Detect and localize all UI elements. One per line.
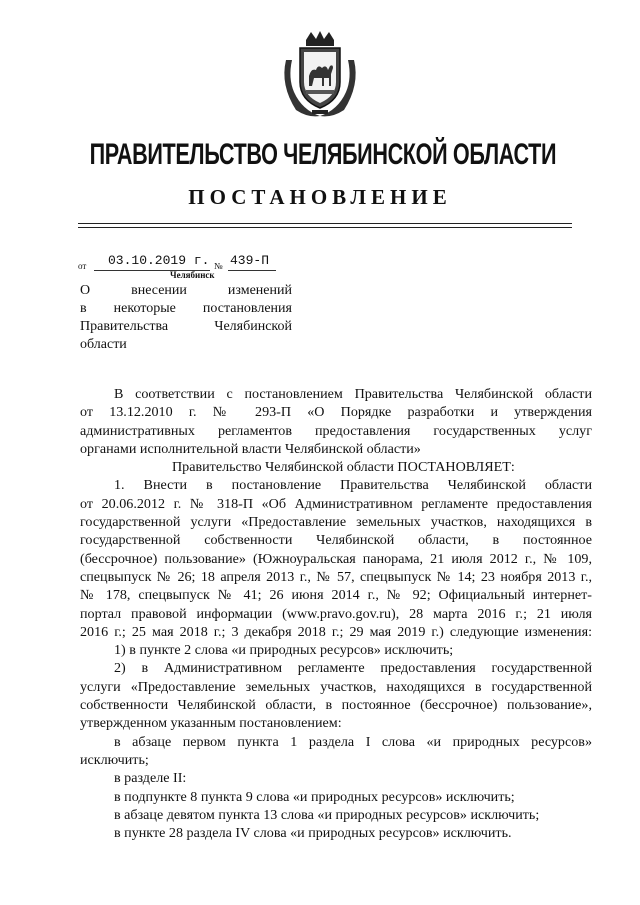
number-underline: [228, 270, 276, 271]
body-line: государственной собственности Челябинской области, в постоянное: [80, 532, 592, 549]
document-date: 03.10.2019 г.: [108, 253, 210, 268]
body-line: от 20.06.2012 г. № 318-П «Об Административном регламенте предоставления: [80, 495, 592, 512]
header-divider-top: [78, 223, 572, 224]
body-line: в подпункте 8 пункта 9 слова «и природных ресурсов» исключить;: [114, 788, 515, 805]
document-number: 439-П: [230, 253, 270, 268]
date-label: от: [78, 261, 87, 271]
document-type-heading: ПОСТАНОВЛЕНИЕ: [188, 185, 452, 209]
body-line: собственности Челябинской области, в постоянное (бессрочное) пользование»,: [80, 697, 592, 714]
body-line: в абзаце девятом пункта 13 слова «и природных ресурсов» исключить;: [114, 806, 540, 823]
subject-line: в некоторые постановления: [80, 301, 292, 316]
body-line: № 178, спецвыпуск № 41; 26 июня 2014 г., № 92; Официальный интернет-: [80, 587, 592, 604]
body-line: В соответствии с постановлением Правительства Челябинской области: [114, 386, 592, 402]
number-label: №: [214, 261, 223, 271]
body-line: исключить;: [80, 751, 149, 768]
subject-line: области: [80, 337, 127, 352]
body-line: услуги «Предоставление земельных участков, находящихся в государственной: [80, 678, 592, 695]
coat-of-arms-emblem: [278, 30, 362, 120]
body-line: спецвыпуск № 26; 18 апреля 2013 г., № 57, спецвыпуск № 14; 23 ноября 2013 г.,: [80, 568, 592, 585]
body-line: портал правовой информации (www.pravo.gov.ru), 28 марта 2016 г.; 21 июля: [80, 605, 592, 622]
document-subject: [80, 282, 292, 354]
body-line: в пункте 28 раздела IV слова «и природных ресурсов» исключить.: [114, 825, 512, 842]
city-name: Челябинск: [170, 270, 215, 280]
body-line: Правительство Челябинской области ПОСТАНОВЛЯЕТ:: [172, 459, 515, 476]
body-line: в абзаце первом пункта 1 раздела I слова «и природных ресурсов»: [114, 733, 592, 750]
body-line: государственной услуги «Предоставление земельных участков, находящихся в: [80, 514, 592, 531]
body-line: административных регламентов предоставления государственных услуг: [80, 422, 592, 439]
body-line: (бессрочное) пользование» (Южноуральская панорама, 21 июля 2012 г., № 109,: [80, 550, 592, 567]
body-line: в разделе II:: [114, 770, 187, 787]
body-line: 2) в Административном регламенте предоставления государственной: [114, 660, 592, 677]
header-divider-bottom: [78, 227, 572, 228]
subject-line: Правительства Челябинской: [80, 319, 292, 334]
subject-line: О внесении изменений: [80, 283, 292, 298]
body-line: 1) в пункте 2 слова «и природных ресурсов» исключить;: [114, 642, 454, 659]
body-line: 1. Внести в постановление Правительства Челябинской области: [114, 477, 592, 494]
body-line: органами исполнительной власти Челябинской области»: [80, 440, 421, 457]
government-title: ПРАВИТЕЛЬСТВО ЧЕЛЯБИНСКОЙ ОБЛАСТИ: [89, 138, 557, 171]
document-body: [80, 385, 592, 842]
body-line: утвержденном указанным постановлением:: [80, 715, 342, 732]
body-line: от 13.12.2010 г. № 293-П «О Порядке разработки и утверждения: [80, 404, 592, 421]
body-line: 2016 г.; 25 мая 2018 г.; 3 декабря 2018 г.; 29 мая 2019 г.) следующие изменения:: [80, 623, 592, 640]
